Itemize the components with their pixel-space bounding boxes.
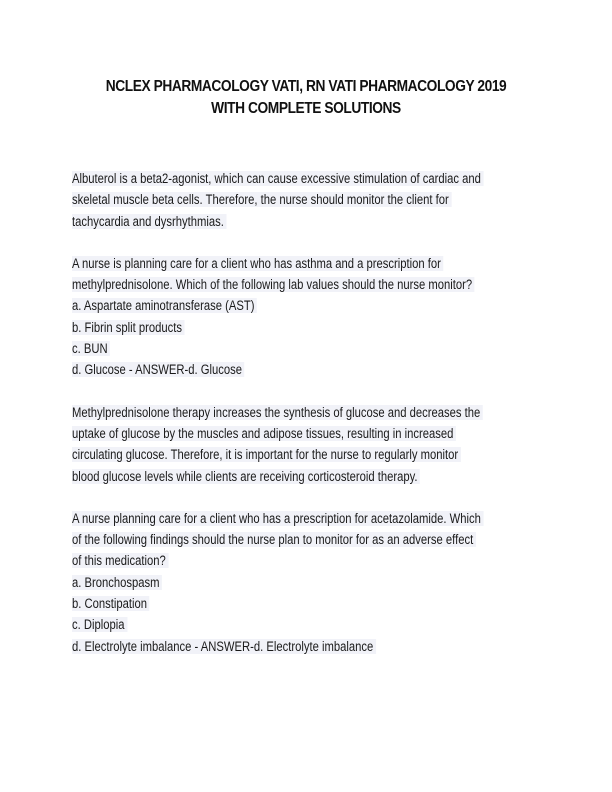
question-acetazolamide (72, 508, 562, 657)
option-text: c. BUN (72, 341, 110, 356)
text-line: Albuterol is a beta2-agonist, which can cause excessive stimulation of cardiac and (72, 171, 483, 186)
option-text: c. Diplopia (72, 617, 127, 632)
paragraph-line (72, 189, 484, 210)
question-stem-line (72, 253, 484, 274)
option-text: b. Fibrin split products (72, 320, 185, 335)
text-line: A nurse is planning care for a client who has asthma and a prescription for (72, 256, 443, 271)
text-line: circulating glucose. Therefore, it is important for the nurse to regularly monitor (72, 447, 461, 462)
option-text: b. Constipation (72, 596, 150, 611)
text-line: skeletal muscle beta cells. Therefore, the nurse should monitor the client for (72, 192, 451, 207)
title-line-2: WITH COMPLETE SOLUTIONS (211, 100, 401, 117)
answer-option (72, 359, 484, 380)
answer-option (72, 636, 484, 657)
paragraph-albuterol (72, 168, 562, 232)
question-stem-line (72, 529, 484, 550)
paragraph-gap (72, 487, 562, 508)
text-line: tachycardia and dysrhythmias. (72, 214, 226, 229)
text-line: A nurse planning care for a client who has a prescription for acetazolamide. Which (72, 511, 483, 526)
answer-option (72, 572, 484, 593)
answer-option (72, 614, 484, 635)
paragraph-line (72, 402, 484, 423)
text-line: uptake of glucose by the muscles and adipose tissues, resulting in increased (72, 426, 456, 441)
question-stem-line (72, 274, 484, 295)
paragraph-line (72, 168, 484, 189)
question-methylprednisolone (72, 253, 562, 381)
question-stem-line (72, 550, 484, 571)
option-text: a. Aspartate aminotransferase (AST) (72, 298, 257, 313)
option-text: a. Bronchospasm (72, 575, 162, 590)
answer-option (72, 593, 484, 614)
option-text: d. Glucose - ANSWER-d. Glucose (72, 362, 245, 377)
document-title (77, 76, 535, 120)
answer-option (72, 317, 484, 338)
paragraph-gap (72, 232, 562, 253)
text-line: Methylprednisolone therapy increases the synthesis of glucose and decreases the (72, 405, 483, 420)
answer-option (72, 338, 484, 359)
option-text: d. Electrolyte imbalance - ANSWER-d. Electrolyte imbalance (72, 639, 376, 654)
paragraph-line (72, 423, 484, 444)
paragraph-methylprednisolone (72, 402, 562, 487)
text-line: of this medication? (72, 553, 168, 568)
answer-option (72, 295, 484, 316)
text-line: of the following findings should the nurse plan to monitor for as an adverse effect (72, 532, 476, 547)
paragraph-line (72, 211, 484, 232)
text-line: blood glucose levels while clients are receiving corticosteroid therapy. (72, 469, 420, 484)
paragraph-line (72, 466, 484, 487)
document-body (72, 168, 562, 657)
question-stem-line (72, 508, 484, 529)
paragraph-line (72, 444, 484, 465)
title-line-1: NCLEX PHARMACOLOGY VATI, RN VATI PHARMACOLOGY 2019 (105, 78, 507, 95)
paragraph-gap (72, 381, 562, 402)
text-line: methylprednisolone. Which of the following lab values should the nurse monitor? (72, 277, 475, 292)
